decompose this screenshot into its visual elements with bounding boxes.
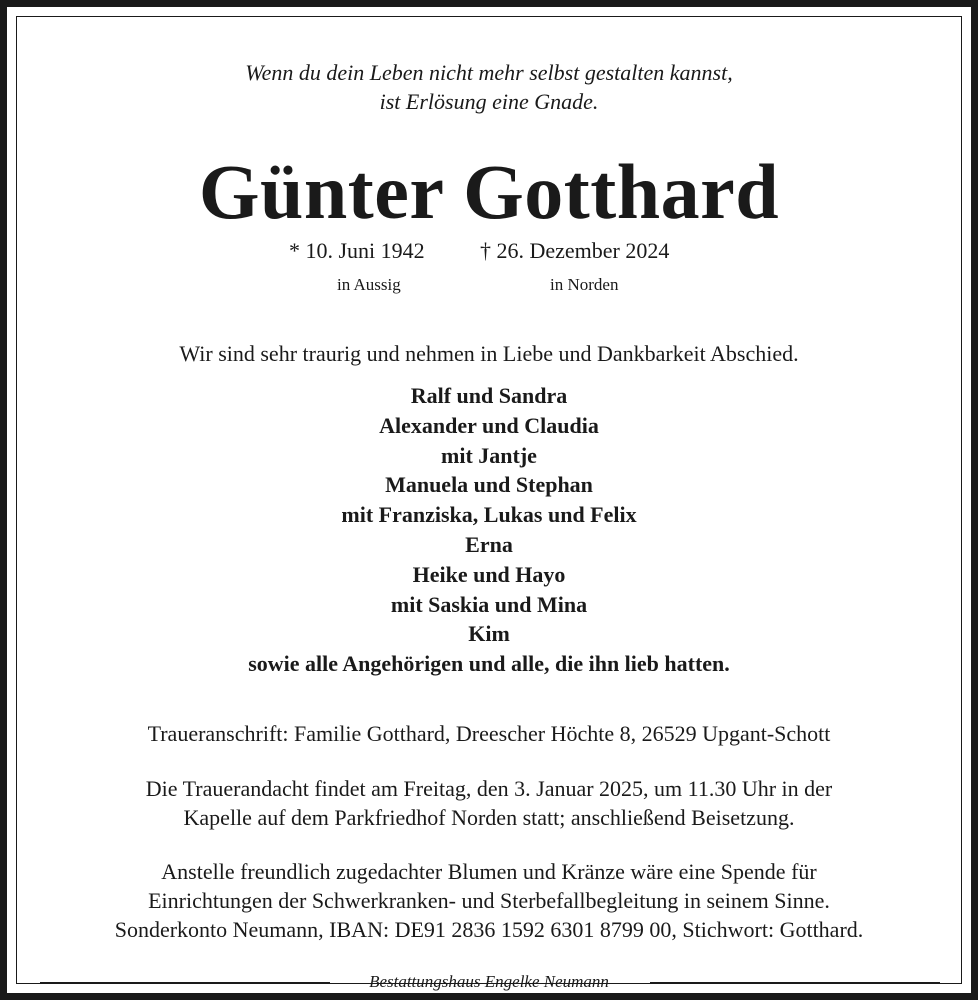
death-place: in Norden <box>550 275 619 294</box>
donation-line-1: Anstelle freundlich zugedachter Blumen und Kränze wäre eine Spende für <box>161 859 817 884</box>
motto-line-1: Wenn du dein Leben nicht mehr selbst gestalten kannst, <box>245 60 733 85</box>
mourner-line: Erna <box>465 531 513 557</box>
footer <box>0 969 978 995</box>
farewell-statement: Wir sind sehr traurig und nehmen in Liebe und Dankbarkeit Abschied. <box>179 341 799 366</box>
donation-info <box>0 857 978 944</box>
mourner-line: Heike und Hayo <box>412 561 566 587</box>
service-info <box>0 774 978 832</box>
motto-line-2: ist Erlösung eine Gnade. <box>379 89 599 114</box>
funeral-home-name: Bestattungshaus Engelke Neumann <box>369 972 609 991</box>
service-line-1: Die Trauerandacht findet am Freitag, den 3. Januar 2025, um 11.30 Uhr in der <box>145 776 833 801</box>
mourner-line: mit Saskia und Mina <box>390 591 588 617</box>
mourner-line: Kim <box>468 621 510 647</box>
mourner-line: sowie alle Angehörigen und alle, die ihn lieb hatten. <box>248 651 730 677</box>
donation-line-3: Sonderkonto Neumann, IBAN: DE91 2836 1592 6301 8799 00, Stichwort: Gotthard. <box>114 917 864 942</box>
mourner-line: mit Jantje <box>441 442 537 468</box>
mourner-line: Manuela und Stephan <box>385 472 593 498</box>
birth-date: * 10. Juni 1942 <box>289 238 425 263</box>
mourner-line: Alexander und Claudia <box>379 412 599 438</box>
deceased-name: Günter Gotthard <box>198 148 780 235</box>
motto <box>0 58 978 116</box>
donation-line-2: Einrichtungen der Schwerkranken- und Sterbefallbegleitung in seinem Sinne. <box>148 888 830 913</box>
birth-place: in Aussig <box>337 275 401 294</box>
death-date: † 26. Dezember 2024 <box>480 238 670 263</box>
service-line-2: Kapelle auf dem Parkfriedhof Norden statt; anschließend Beisetzung. <box>183 805 795 830</box>
mourner-line: Ralf und Sandra <box>410 383 568 408</box>
mourner-line: mit Franziska, Lukas und Felix <box>341 502 637 528</box>
mourners-list <box>0 381 978 679</box>
mourning-address: Traueranschrift: Familie Gotthard, Dreescher Höchte 8, 26529 Upgant-Schott <box>147 721 831 746</box>
